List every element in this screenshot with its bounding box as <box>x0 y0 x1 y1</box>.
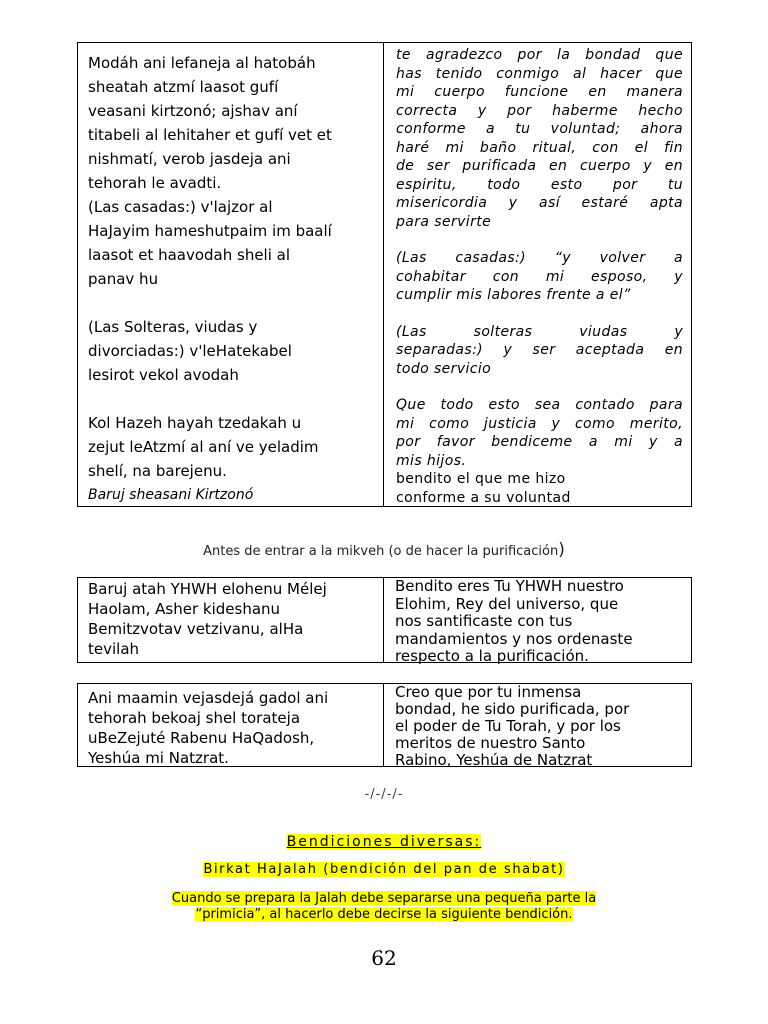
transliteration-para-1: Modáh ani lefaneja al hatobáh sheatah atzmí laasot gufí veasani kirtzonó; ajshav aní titabeli al lehitaher et gufí vet et nishmatí, verob jasdeja ani tehorah le avadti. <box>88 54 332 192</box>
faith-translation <box>384 683 691 769</box>
translation-line: te agradezco por la bondad que <box>396 47 683 63</box>
page-number: 62 <box>371 946 397 970</box>
section-separator: -/-/-/- <box>364 787 404 802</box>
translation-line: por favor bendiceme a mi y a <box>396 434 683 450</box>
translation-line: separadas:) y ser aceptada en <box>396 342 683 358</box>
section-note-text: Cuando se prepara la Jalah debe separarse una pequeña parte la “primicia”, al hacerlo debe decirse la siguiente bendición. <box>171 891 597 922</box>
transliteration-para-5: Baruj sheasani Kirtzonó <box>88 487 254 503</box>
section-subheading-text: Birkat HaJalah (bendición del pan de shabat) <box>203 862 565 877</box>
blessing-table-tevilah <box>77 577 692 663</box>
translation-line: para servirte <box>396 213 492 230</box>
faith-transliteration <box>78 684 384 766</box>
mikveh-caption-paren: ) <box>558 540 565 560</box>
blessing-table-faith <box>77 683 692 767</box>
translation-para-2 <box>396 249 683 305</box>
translation-line: Que todo esto sea contado para <box>396 397 683 413</box>
translation-line: cumplir mis labores frente a el” <box>396 287 631 303</box>
transliteration-para-3: (Las Solteras, viudas y divorciadas:) v'leHatekabel lesirot vekol avodah <box>88 318 292 384</box>
translation-line: correcta y por haberme hecho <box>396 102 683 119</box>
translation-line: haré mi baño ritual, con el fin <box>396 139 683 156</box>
translation-line: has tenido conmigo al hacer que <box>396 65 683 82</box>
mikveh-caption-text: Antes de entrar a la mikveh (o de hacer la purificación <box>203 544 559 559</box>
translation-line: cohabitar con mi esposo, y <box>396 268 683 285</box>
transliteration-column <box>78 43 384 506</box>
translation-line: mi como justicia y como merito, <box>396 415 683 432</box>
tevilah-translation <box>384 577 691 665</box>
blessing-table-main <box>77 42 692 507</box>
translation-line: conforme a tu voluntad; ahora <box>396 121 683 137</box>
section-heading-text: Bendiciones diversas: <box>286 834 482 850</box>
transliteration-para-2: (Las casadas:) v'lajzor al HaJayim hameshutpaim im baalí laasot et haavodah sheli al panav hu <box>88 198 332 288</box>
section-heading <box>0 834 768 850</box>
translation-line: misericordia y así estaré apta <box>396 195 683 211</box>
tevilah-transliteration <box>78 578 384 662</box>
transliteration-para-4: Kol Hazeh hayah tzedakah u zejut leAtzmí al aní ve yeladim shelí, na barejenu. <box>88 414 319 480</box>
translation-para-4 <box>396 396 683 470</box>
mikveh-caption <box>0 540 768 560</box>
faith-transliteration-text: Ani maamin vejasdejá gadol ani tehorah bekoaj shel torateja uBeZejuté Rabenu HaQadosh, Yeshúa mi Natzrat. <box>88 689 329 767</box>
translation-para-1 <box>396 46 683 231</box>
translation-line: (Las casadas:) “y volver a <box>396 250 683 266</box>
tevilah-transliteration-text: Baruj atah YHWH elohenu Mélej Haolam, Asher kideshanu Bemitzvotav vetzivanu, alHa tevilah <box>88 580 327 658</box>
translation-line: mis hijos. <box>396 452 467 469</box>
translation-line: (Las solteras viudas y <box>396 323 683 340</box>
translation-line: todo servicio <box>396 360 492 377</box>
translation-line: mi cuerpo funcione en manera <box>396 84 683 100</box>
translation-column <box>384 43 691 506</box>
translation-line: espiritu, todo esto por tu <box>396 176 683 193</box>
tevilah-translation-text: Bendito eres Tu YHWH nuestro Elohim, Rey del universo, que nos santificaste con tus mandamientos y nos ordenaste respecto a la purificación. <box>395 577 633 665</box>
faith-translation-text: Creo que por tu inmensa bondad, he sido purificada, por el poder de Tu Torah, y por los meritos de nuestro Santo Rabino, Yeshúa de Natzrat <box>395 683 630 769</box>
section-note <box>0 891 768 923</box>
translation-para-3 <box>396 323 683 379</box>
translation-line: de ser purificada en cuerpo y en <box>396 158 683 174</box>
section-subheading <box>0 862 768 877</box>
translation-para-5: bendito el que me hizo conforme a su voluntad <box>396 471 571 506</box>
